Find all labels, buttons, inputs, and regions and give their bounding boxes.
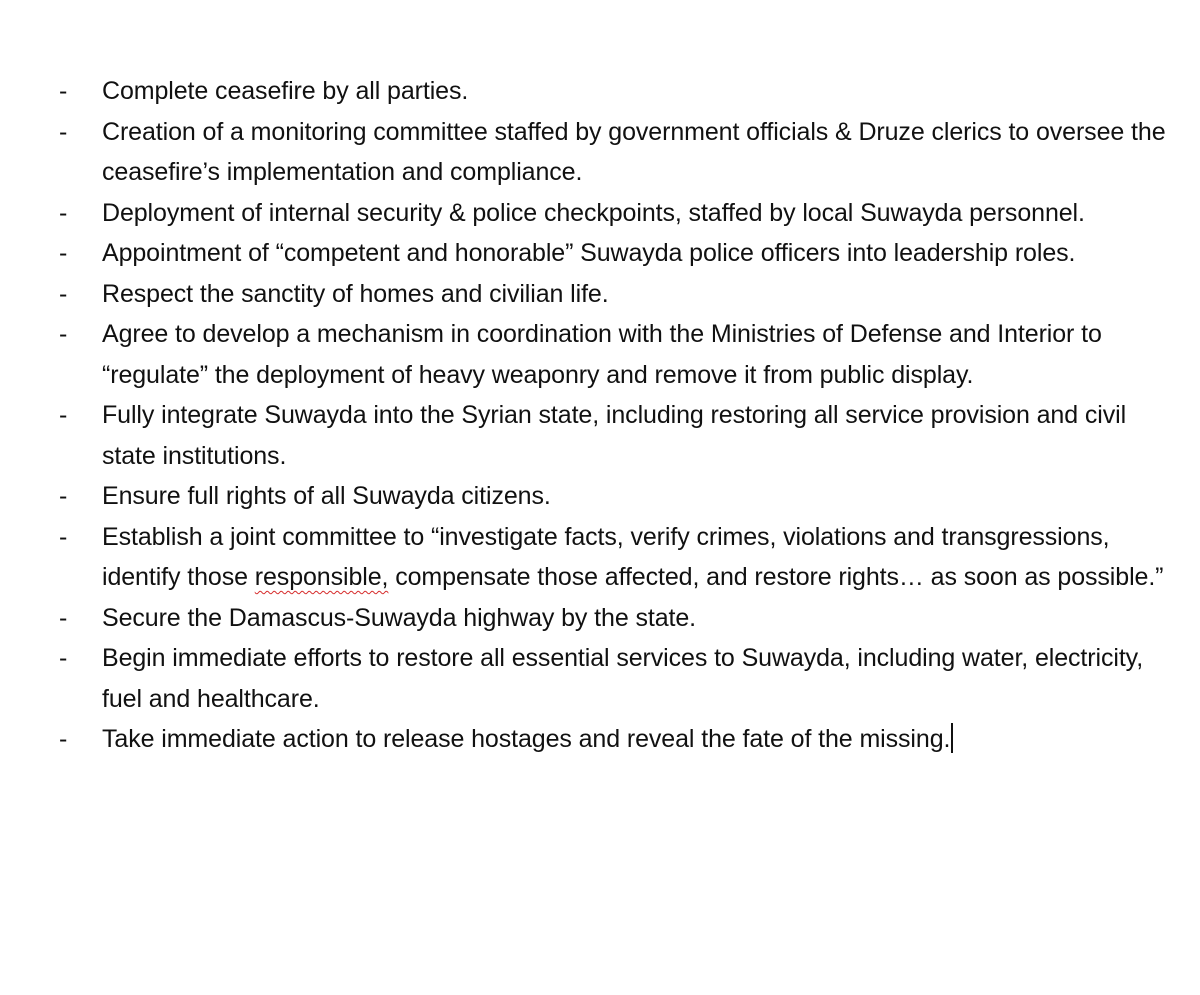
bullet-list bbox=[57, 71, 1167, 760]
list-item-text[interactable]: Complete ceasefire by all parties. bbox=[102, 77, 469, 105]
list-item-text[interactable]: Respect the sanctity of homes and civilian life. bbox=[102, 279, 609, 308]
list-item-text-part: compensate those affected, and restore rights… as soon as possible.” bbox=[388, 563, 1164, 591]
bullet-marker: - bbox=[59, 117, 68, 146]
list-item bbox=[57, 598, 1167, 639]
list-item bbox=[57, 274, 1167, 315]
list-item-text[interactable]: Fully integrate Suwayda into the Syrian state, including restoring all service provision and civil state institutions. bbox=[102, 401, 1127, 470]
list-item bbox=[57, 233, 1167, 274]
list-item-text[interactable] bbox=[102, 517, 1167, 598]
bullet-marker: - bbox=[59, 644, 68, 672]
list-item-text[interactable]: Deployment of internal security & police checkpoints, staffed by local Suwayda personnel. bbox=[102, 198, 1085, 227]
list-item bbox=[57, 71, 1167, 112]
list-item-text[interactable]: Ensure full rights of all Suwayda citizens. bbox=[102, 482, 551, 510]
list-item-text-part: Take immediate action to release hostages and reveal the fate of the missing. bbox=[102, 725, 951, 753]
list-item bbox=[57, 638, 1167, 719]
bullet-marker: - bbox=[59, 522, 68, 551]
bullet-marker: - bbox=[59, 77, 68, 105]
list-item bbox=[57, 314, 1167, 395]
list-item-text[interactable]: Agree to develop a mechanism in coordination with the Ministries of Defense and Interior to “regulate” the deployment of heavy weaponry and remove it from public display. bbox=[102, 320, 1102, 389]
text-cursor bbox=[951, 723, 953, 753]
list-item bbox=[57, 395, 1167, 476]
list-item bbox=[57, 719, 1167, 760]
bullet-marker: - bbox=[59, 401, 68, 429]
list-item bbox=[57, 112, 1167, 193]
list-item bbox=[57, 193, 1167, 234]
bullet-marker: - bbox=[59, 239, 68, 267]
bullet-marker: - bbox=[59, 279, 68, 308]
bullet-marker: - bbox=[59, 603, 68, 632]
list-item-text[interactable]: Appointment of “competent and honorable” Suwayda police officers into leadership roles. bbox=[102, 239, 1076, 267]
list-item bbox=[57, 517, 1167, 598]
list-item-text-part: Establish a joint committee to “investigate facts, verify crimes, violations and transgressions, identify those bbox=[102, 522, 1110, 591]
list-item-text[interactable] bbox=[102, 719, 1167, 760]
bullet-marker: - bbox=[59, 320, 68, 348]
list-item bbox=[57, 476, 1167, 517]
bullet-marker: - bbox=[59, 725, 68, 753]
spellcheck-error-word[interactable]: responsible, bbox=[254, 563, 389, 591]
bullet-marker: - bbox=[59, 482, 68, 510]
list-item-text[interactable]: Begin immediate efforts to restore all essential services to Suwayda, including water, electricity, fuel and healthcare. bbox=[102, 644, 1144, 713]
list-item-text[interactable]: Secure the Damascus-Suwayda highway by the state. bbox=[102, 603, 697, 632]
bullet-marker: - bbox=[59, 198, 68, 227]
list-item-text[interactable]: Creation of a monitoring committee staffed by government officials & Druze clerics to oversee the ceasefire’s implementation and compliance. bbox=[102, 117, 1166, 186]
